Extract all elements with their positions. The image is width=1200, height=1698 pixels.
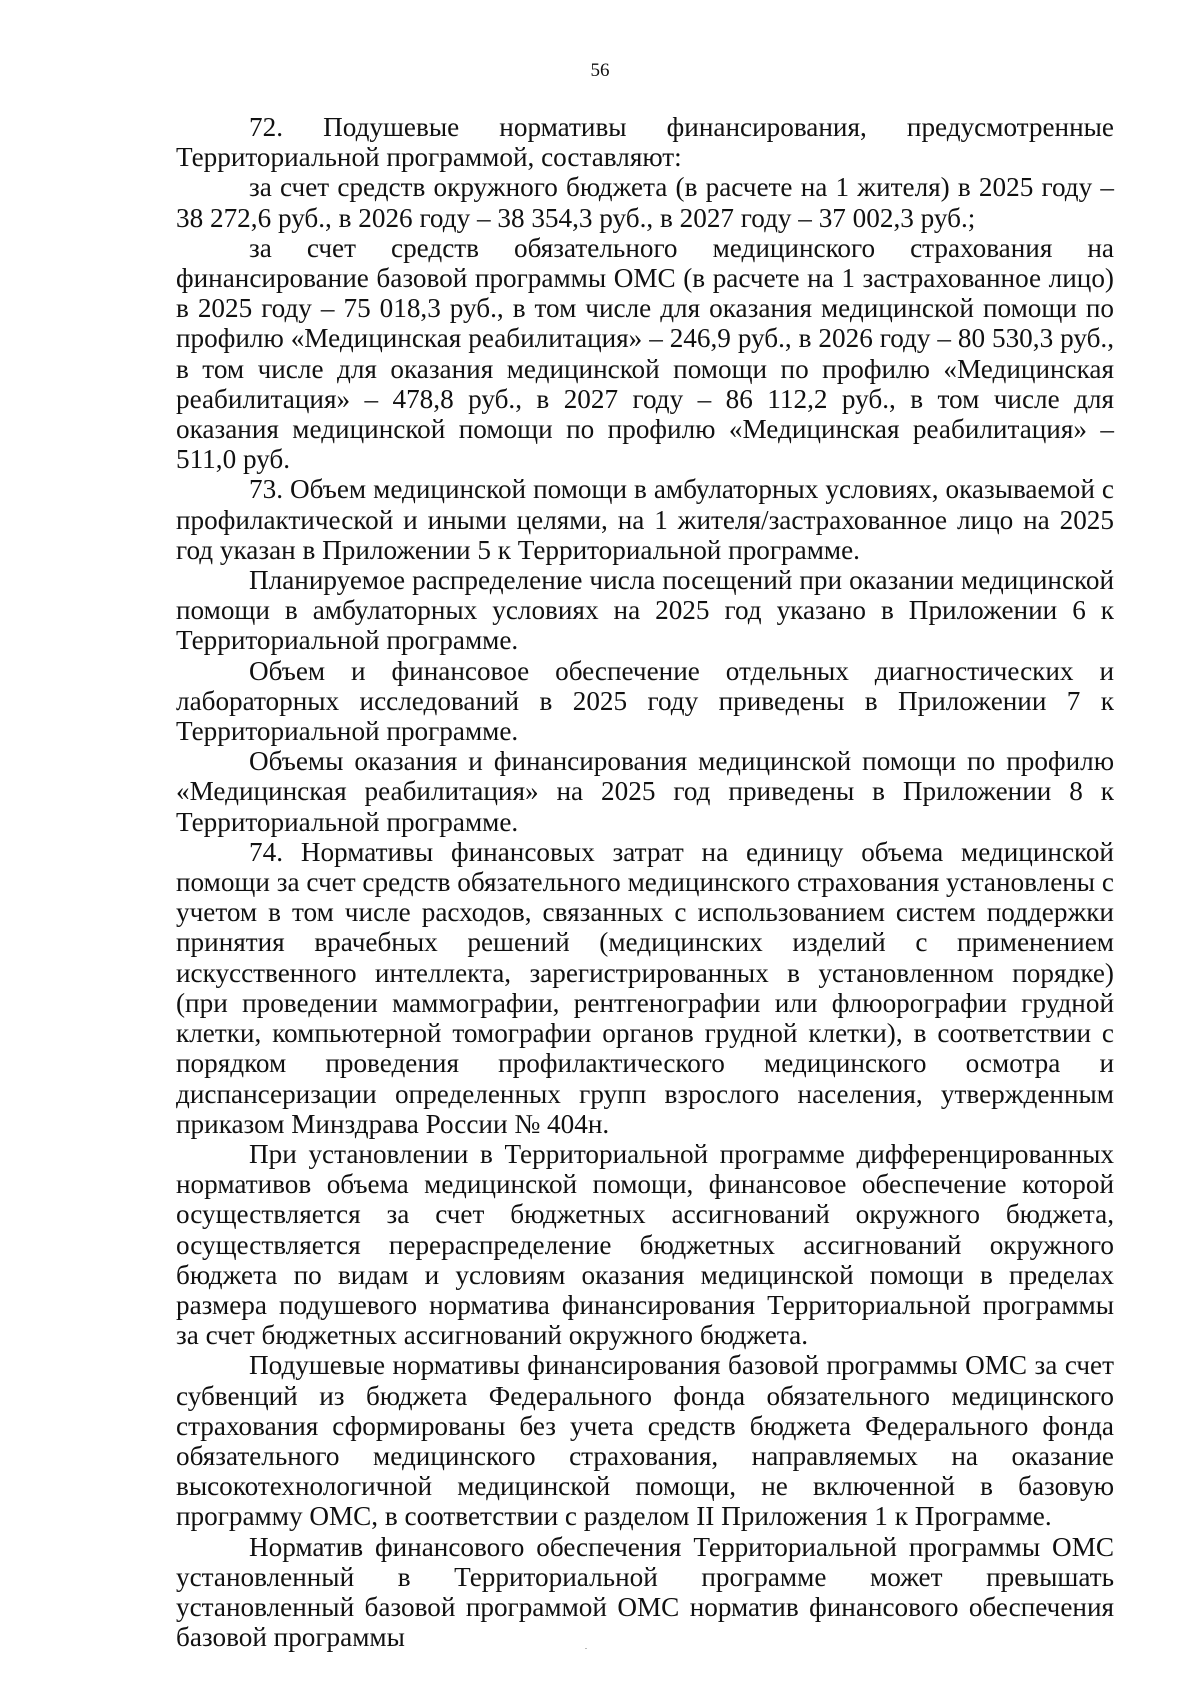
paragraph-72-heading: 72. Подушевые нормативы финансирования, предусмотренные Территориальной программой, составляют: bbox=[176, 112, 1114, 173]
scan-artifact bbox=[585, 1648, 587, 1649]
paragraph-norm-exceed: Норматив финансового обеспечения Территориальной программы ОМС установленный в Территориальной программе может превышать установленный базовой программой ОМС норматив финансового обеспечения базовой программы bbox=[176, 1531, 1114, 1653]
paragraph-visits-distribution: Планируемое распределение числа посещений при оказании медицинской помощи в амбулаторных условиях на 2025 год указано в Приложении 6 к Территориальной программе. bbox=[176, 565, 1114, 656]
paragraph-73: 73. Объем медицинской помощи в амбулаторных условиях, оказываемой с профилактической и иными целями, на 1 жителя/застрахованное лицо на 2025 год указан в Приложении 5 к Территориальной программе. bbox=[176, 474, 1114, 565]
page-number: 56 bbox=[590, 60, 610, 81]
paragraph-diagnostics: Объем и финансовое обеспечение отдельных диагностических и лабораторных исследований в 2025 году приведены в Приложении 7 к Территориальной программе. bbox=[176, 655, 1114, 747]
paragraph-okrug-budget: за счет средств окружного бюджета (в расчете на 1 жителя) в 2025 году – 38 272,6 руб., в 2026 году – 38 354,3 руб., в 2027 году – 37 002,3 руб.; bbox=[176, 172, 1114, 233]
paragraph-rehabilitation: Объемы оказания и финансирования медицинской помощи по профилю «Медицинская реабилитация» на 2025 год приведены в Приложении 8 к Территориальной программе. bbox=[176, 746, 1114, 837]
paragraph-differentiated-norms: При установлении в Территориальной программе дифференцированных нормативов объема медицинской помощи, финансовое обеспечение которой осуществляется за счет бюджетных ассигнований окружного бюджета, осуществляется перераспределение бюджетных ассигнований окружного бюджета по видам и условиям оказания медицинской помощи в пределах размера подушевого норматива финансирования Территориальной программы за счет бюджетных ассигнований окружного бюджета. bbox=[176, 1138, 1114, 1351]
paragraph-subventions: Подушевые нормативы финансирования базовой программы ОМС за счет субвенций из бюджета Федерального фонда обязательного медицинского страхования сформированы без учета средств бюджета Федерального фонда обязательного медицинского страхования, направляемых на оказание высокотехнологичной медицинской помощи, не включенной в базовую программу ОМС, в соответствии с разделом II Приложения 1 к Программе. bbox=[176, 1350, 1114, 1532]
paragraph-74: 74. Нормативы финансовых затрат на единицу объема медицинской помощи за счет средств обязательного медицинского страхования установлены с учетом в том числе расходов, связанных с использованием систем поддержки принятия врачебных решений (медицинских изделий с применением искусственного интеллекта, зарегистрированных в установленном порядке) (при проведении маммографии, рентгенографии или флюорографии грудной клетки, компьютерной томографии органов грудной клетки), в соответствии с порядком проведения профилактического медицинского осмотра и диспансеризации определенных групп взрослого населения, утвержденным приказом Минздрава России № 404н. bbox=[176, 836, 1114, 1139]
document-body bbox=[176, 112, 1114, 1652]
paragraph-oms-funding: за счет средств обязательного медицинского страхования на финансирование базовой программы ОМС (в расчете на 1 застрахованное лицо) в 2025 году – 75 018,3 руб., в том числе для оказания медицинской помощи по профилю «Медицинская реабилитация» – 246,9 руб., в 2026 году – 80 530,3 руб., в том числе для оказания медицинской помощи по профилю «Медицинская реабилитация» – 478,8 руб., в 2027 году – 86 112,2 руб., в том числе для оказания медицинской помощи по профилю «Медицинская реабилитация» – 511,0 руб. bbox=[176, 232, 1114, 475]
